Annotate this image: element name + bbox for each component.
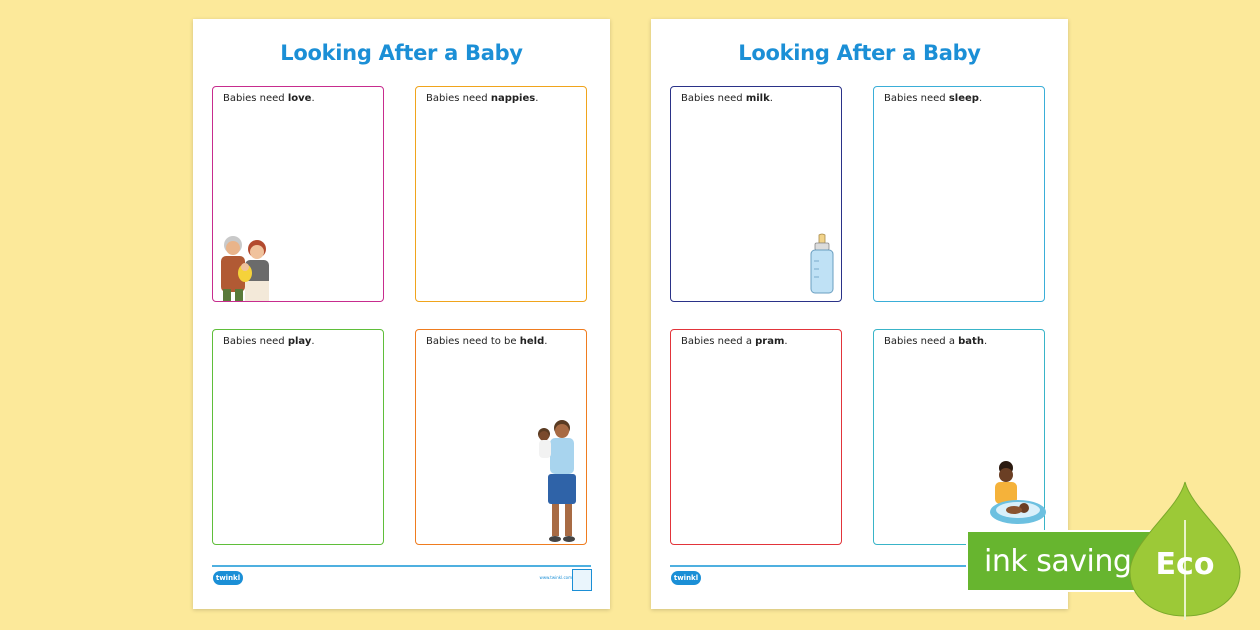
box-caption: Babies need sleep.: [884, 93, 983, 104]
father-holding-baby-illustration: [536, 418, 584, 542]
footer-url: www.twinkl.com: [539, 575, 572, 580]
twinkl-logo: twinkl: [213, 571, 243, 585]
worksheet-page-2: [651, 19, 1068, 609]
box-milk: [670, 86, 842, 302]
grandparents-illustration: [215, 231, 277, 301]
box-love: [212, 86, 384, 302]
box-sleep: [873, 86, 1045, 302]
box-caption: Babies need love.: [223, 93, 315, 104]
box-caption: Babies need milk.: [681, 93, 773, 104]
eco-label: Eco: [1155, 547, 1215, 582]
box-bath: [873, 329, 1045, 545]
page-title: Looking After a Baby: [738, 41, 981, 65]
box-caption: Babies need a pram.: [681, 336, 788, 347]
worksheet-page-1: [193, 19, 610, 609]
footer-divider: [212, 565, 591, 567]
leaf-drop-icon: [1122, 480, 1248, 620]
box-pram: [670, 329, 842, 545]
twinkl-logo: twinkl: [671, 571, 701, 585]
baby-bottle-icon: [808, 233, 836, 295]
box-caption: Babies need nappies.: [426, 93, 539, 104]
copyright-badge-icon: [572, 569, 592, 591]
box-play: [212, 329, 384, 545]
ink-saving-text: ink saving: [984, 544, 1132, 579]
baby-bath-illustration: [980, 460, 1046, 532]
box-caption: Babies need a bath.: [884, 336, 988, 347]
box-held: [415, 329, 587, 545]
box-nappies: [415, 86, 587, 302]
box-caption: Babies need play.: [223, 336, 315, 347]
box-caption: Babies need to be held.: [426, 336, 548, 347]
page-title: Looking After a Baby: [280, 41, 523, 65]
